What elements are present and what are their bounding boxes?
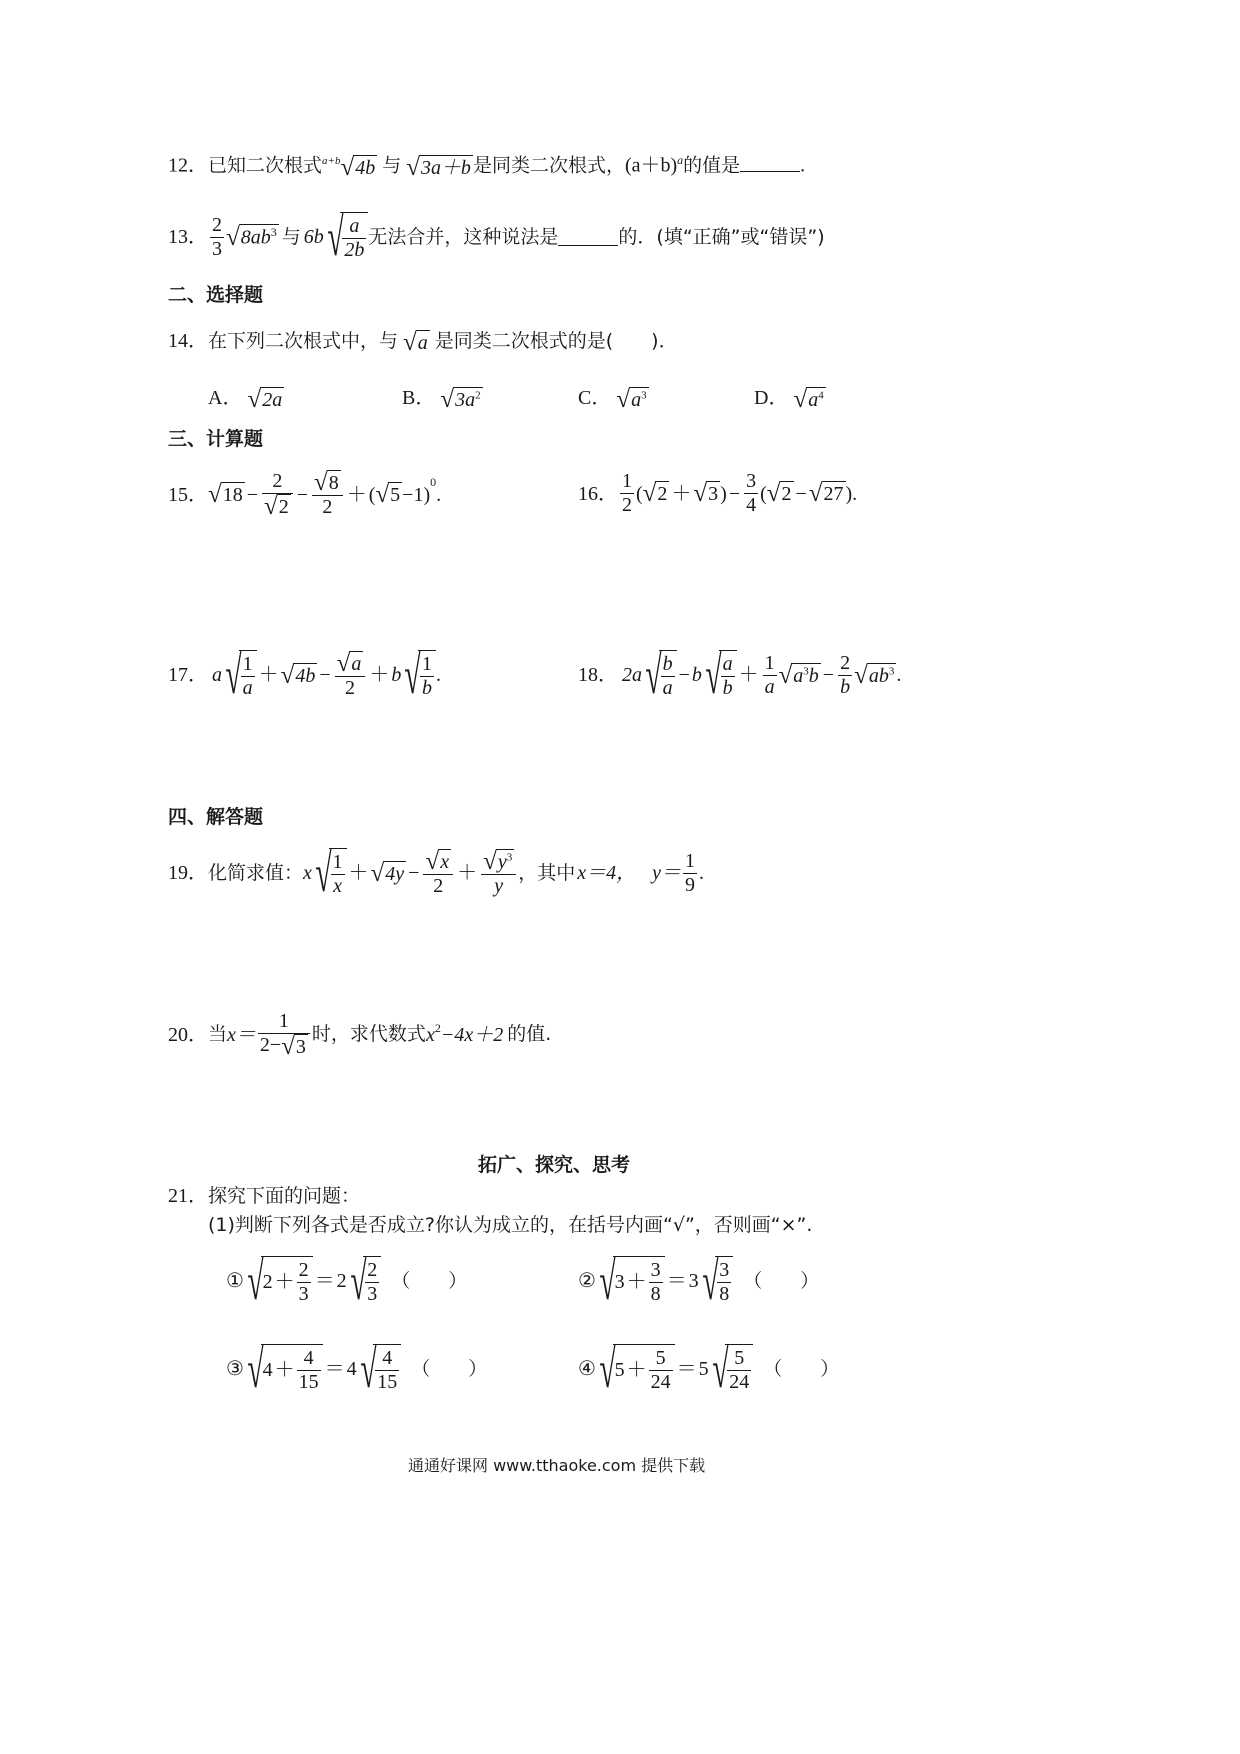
- q18-r2-den: b: [722, 677, 733, 699]
- q18-f1-den: a: [764, 675, 775, 698]
- q21-item-3-rnum: 4: [375, 1347, 399, 1371]
- q14-option-b[interactable]: [402, 387, 483, 412]
- q16-fraction-2: [744, 470, 758, 517]
- q14-text-2: 是同类二次根式的是( )．: [434, 330, 678, 353]
- q14-radical: √a: [403, 329, 428, 356]
- q19-radical-1x: √ $\frac{1}{x}$: [312, 846, 347, 900]
- q18-ab3-exp: 3: [888, 664, 895, 677]
- q21-item-1-fnum: 2: [298, 1259, 309, 1281]
- q19-fraction-2: $\frac{√y^3}{y}$: [481, 849, 516, 898]
- q17-fraction: $\frac{√a}{2}$: [335, 651, 366, 700]
- q16-fb-den: 4: [746, 494, 757, 516]
- q21-item-2-rnum: 3: [719, 1259, 730, 1281]
- q18-f2-den: b: [840, 675, 851, 698]
- q20-x-eq: x＝: [227, 1023, 256, 1046]
- q14-option-a-label: A．: [208, 387, 243, 410]
- q19-y-den: 9: [685, 873, 695, 896]
- q19-f2-exp: 3: [506, 850, 513, 863]
- question-20: [168, 1010, 551, 1059]
- q12-radical-2: √3a＋b: [406, 153, 471, 181]
- q16-radical-27: √27: [808, 480, 844, 507]
- q18-a3b-b: b: [808, 664, 819, 687]
- q21-item-4-fden: 24: [650, 1371, 671, 1393]
- question-12: [168, 154, 805, 180]
- q21-item-4-coef: 5: [698, 1358, 709, 1380]
- q18-coef-2a: 2a: [622, 664, 642, 686]
- q21-item-2-answer[interactable]: （ ）: [743, 1269, 820, 1292]
- question-17: 17． a √ $\frac{1}{a}$ ＋ √4b − $\frac{√a}{2}$ ＋ b √ $\frac{1}{b}$ .: [168, 645, 442, 705]
- q21-item-2-left: √ 3 ＋ $\frac{3}{8}$: [596, 1254, 665, 1308]
- q21-number: 21．: [168, 1185, 208, 1207]
- q19-coef-x: x: [303, 862, 312, 884]
- q15-f1-num: 2: [262, 470, 293, 494]
- q14-option-a-base: 2a: [262, 389, 283, 411]
- q21-item-2-n: 3: [614, 1271, 625, 1293]
- q18-f2-num: 2: [840, 651, 851, 674]
- q18-r1-num: b: [662, 653, 673, 675]
- q16-fraction-1: [620, 470, 634, 517]
- q12-answer-blank[interactable]: [740, 155, 800, 172]
- q15-number: 15．: [168, 483, 208, 506]
- q21-item-2: ② √ 3 ＋ $\frac{3}{8}$ ＝ 3 √ $\frac{3}{8}$ （ ）: [578, 1251, 820, 1311]
- q17-frac-den: 2: [345, 676, 356, 699]
- q19-r1-num: 1: [332, 851, 343, 873]
- section-heading-extend: 拓广、探究、思考: [478, 1154, 631, 1176]
- q14-option-d-base: a: [808, 389, 819, 411]
- question-21-title: [168, 1186, 360, 1206]
- q16-radicand-2a: 2: [657, 483, 668, 505]
- q13-mid: 与: [281, 225, 301, 248]
- q20-poly-x: x: [425, 1023, 435, 1046]
- q13-fraction: [210, 214, 224, 261]
- q21-item-3-n: 4: [262, 1359, 273, 1381]
- q19-f1-den: 2: [433, 874, 444, 897]
- q15-f2-num: 8: [328, 472, 339, 494]
- q14-option-b-label: B．: [402, 387, 436, 410]
- q13-answer-blank[interactable]: [558, 229, 618, 246]
- q13-radical-2: √ $\frac{a}{2b}$: [324, 210, 369, 264]
- q18-a3b-exp: 3: [803, 664, 809, 677]
- q21-item-1-mark: ①: [226, 1270, 244, 1292]
- question-15: 15． √18 − $\frac{2}{√2}$ − $\frac{√8}{2}$ ＋ ( √5 −1) $^0$ .: [168, 469, 442, 520]
- q12-exponent: a: [677, 153, 684, 167]
- q20-poly-exp: 2: [434, 1021, 441, 1035]
- q21-item-4: ④ √ 5 ＋ $\frac{5}{24}$ ＝ 5 √ $\frac{5}{24}$ （ ）: [578, 1339, 840, 1399]
- q16-fa-den: 2: [622, 494, 632, 516]
- q18-fraction-1: [763, 652, 777, 699]
- q15-radical-18: √18: [208, 481, 243, 508]
- q14-option-b-exp: 2: [475, 389, 481, 402]
- q16-end: ).: [845, 482, 858, 505]
- q21-item-4-mark: ④: [578, 1358, 596, 1380]
- q21-item-2-mark: ②: [578, 1270, 596, 1292]
- q18-radical-ab3: $√ab^3$: [854, 661, 895, 689]
- q13-rad-num: a: [349, 215, 360, 237]
- q14-option-b-radical: $√3a^2$: [440, 386, 481, 413]
- q18-r2-num: a: [722, 653, 733, 675]
- q21-item-2-fnum: 3: [650, 1259, 661, 1281]
- q14-option-d[interactable]: [754, 387, 826, 412]
- q21-item-1-right: √ $\frac{2}{3}$: [347, 1254, 382, 1308]
- question-19: 19． 化简求值： x √ $\frac{1}{x}$ ＋ √4y − $\frac{√x}{2}$ ＋ $\frac{√y^3}{y}$ ，其中 x＝4， y＝ $\frac{1}{9}$ .: [168, 843, 704, 903]
- q17-frac-num: a: [351, 652, 362, 675]
- q20-end: 的值.: [507, 1023, 552, 1045]
- q17-number: 17．: [168, 664, 208, 686]
- q14-option-b-base: 3a: [455, 389, 476, 411]
- q13-radicand-exp: 3: [270, 225, 277, 240]
- q15-minus-1: −: [246, 483, 259, 506]
- q21-item-4-answer[interactable]: （ ）: [763, 1357, 840, 1380]
- q19-radical-4y: √4y: [370, 859, 405, 887]
- q14-option-c[interactable]: [578, 387, 649, 412]
- q18-radical-a3b: $√a^3b$: [778, 661, 819, 689]
- q12-radicand-1: 4b: [355, 156, 376, 179]
- q17-radicand-4b: 4b: [295, 664, 316, 687]
- q12-mid: 与: [382, 154, 402, 177]
- q19-x-value: x＝4，: [577, 862, 637, 884]
- q12-end: .: [800, 154, 806, 177]
- q16-fb-num: 3: [746, 470, 757, 492]
- q18-ab3-base: ab: [868, 664, 889, 687]
- q21-item-4-right: √ $\frac{5}{24}$: [709, 1342, 754, 1396]
- q13-radical-1: $√8ab^3$: [226, 223, 277, 251]
- q19-number: 19．: [168, 862, 208, 884]
- q20-frac-den-r: 3: [295, 1036, 306, 1058]
- q13-number: 13．: [168, 226, 208, 248]
- q14-option-c-label: C．: [578, 387, 612, 410]
- q21-item-4-left: √ 5 ＋ $\frac{5}{24}$: [596, 1342, 675, 1396]
- q15-minus-2: −: [296, 483, 309, 506]
- q20-text: 时，求代数式: [311, 1023, 426, 1045]
- section-heading-answer: 四、解答题: [168, 806, 264, 828]
- q20-fraction: $\frac{1}{2-√3}$: [258, 1010, 310, 1059]
- q16-number: 16．: [578, 482, 618, 505]
- q16-radical-2a: √2: [642, 480, 668, 507]
- q19-text: ，其中: [518, 861, 576, 884]
- q15-f2-den: 2: [322, 496, 333, 518]
- q21-item-1-rnum: 2: [367, 1259, 378, 1281]
- q18-radical-ab: √ $\frac{a}{b}$: [702, 648, 737, 702]
- q13-frac-den: 3: [212, 237, 222, 260]
- page-footer: 通通好课网 www.tthaoke.com 提供下载: [408, 1456, 706, 1475]
- q19-end: .: [699, 862, 704, 884]
- q20-number: 20．: [168, 1023, 208, 1046]
- q19-y-num: 1: [685, 849, 695, 872]
- q21-item-2-fden: 8: [650, 1283, 661, 1305]
- q21-item-3-left: √ 4 ＋ $\frac{4}{15}$: [244, 1342, 323, 1396]
- q15-radicand-5: 5: [390, 484, 401, 506]
- q19-y-eq: y＝: [652, 862, 681, 884]
- q21-item-1-coef: 2: [336, 1270, 347, 1292]
- q20-poly-rest: −4x＋2: [440, 1023, 504, 1046]
- q18-radical-ba: √ $\frac{b}{a}$: [642, 648, 677, 702]
- q16-fa-num: 1: [622, 470, 632, 492]
- q12-text-3: 的值是: [683, 154, 741, 177]
- q15-f1-den: 2: [278, 496, 289, 518]
- q12-radical-1: √4b: [340, 153, 376, 181]
- q19-r1-den: x: [333, 875, 342, 897]
- q16-radicand-2b: 2: [781, 483, 792, 505]
- q21-item-3-answer[interactable]: （ ）: [411, 1357, 488, 1380]
- q12-radicand-2: 3a＋b: [420, 156, 471, 179]
- q21-item-4-rden: 24: [729, 1371, 750, 1393]
- q20-frac-den-a: 2−: [259, 1034, 282, 1057]
- q14-radicand: a: [417, 332, 428, 354]
- q18-coef-b: b: [691, 664, 702, 686]
- question-13: [168, 207, 825, 267]
- question-16: 16． $\frac{1}{2}$ ( √2 ＋ √3 ) − $\frac{3}{4}$ ( √2 − √27 ).: [578, 470, 858, 516]
- q18-fraction-2: [838, 652, 852, 699]
- q18-number: 18．: [578, 664, 618, 686]
- q16-radicand-27: 27: [823, 483, 844, 505]
- q21-item-1-left: √ 2 ＋ $\frac{2}{3}$: [244, 1254, 313, 1308]
- q21-item-3-coef: 4: [346, 1358, 357, 1380]
- section-heading-calc: 三、计算题: [168, 428, 264, 450]
- q16-radicand-3: 3: [708, 483, 719, 505]
- q13-end: 的．(填“正确”或“错误”): [618, 225, 825, 248]
- q17-radical-1a: √ $\frac{1}{a}$: [222, 648, 257, 702]
- q13-rad-den: 2b: [344, 239, 365, 261]
- q18-a3b-base: a: [793, 664, 804, 687]
- q21-item-3-rden: 15: [377, 1371, 398, 1393]
- q19-f2-num: y: [497, 850, 507, 873]
- q19-label: 化简求值：: [208, 861, 304, 884]
- q21-item-1-fden: 3: [298, 1283, 309, 1305]
- q17-coef-b: b: [391, 664, 402, 686]
- question-18: 18． 2a √ $\frac{b}{a}$ − b √ $\frac{a}{b}$ ＋ $\frac{1}{a}$ $√a^3b$ − $\frac{2}{b}$ $√ab^3$ .: [578, 645, 902, 705]
- q14-option-a-radical: √2a: [247, 386, 283, 413]
- q15-exponent: 0: [430, 475, 437, 489]
- q21-item-3-fden: 15: [298, 1371, 319, 1393]
- q17-coef-a: a: [212, 664, 222, 686]
- q20-pre: 当: [208, 1023, 228, 1045]
- q21-title-text: 探究下面的问题：: [208, 1185, 361, 1207]
- q19-y-fraction: [683, 850, 697, 897]
- q21-item-2-rden: 8: [719, 1283, 730, 1305]
- q21-item-4-rnum: 5: [727, 1347, 751, 1371]
- q21-item-3: ③ √ 4 ＋ $\frac{4}{15}$ ＝ 4 √ $\frac{4}{15}$ （ ）: [226, 1339, 488, 1399]
- q15-fraction-2: $\frac{√8}{2}$: [312, 470, 343, 519]
- q16-radical-2b: √2: [766, 480, 792, 507]
- q14-option-d-exp: 4: [818, 389, 824, 402]
- q15-fraction-1: $\frac{2}{√2}$: [262, 470, 293, 519]
- q21-item-1-rden: 3: [367, 1283, 378, 1305]
- q14-text-1: 在下列二次根式中，与: [208, 330, 399, 353]
- q21-item-2-right: √ $\frac{3}{8}$: [699, 1254, 734, 1308]
- q17-r1-num: 1: [242, 653, 253, 675]
- q21-item-3-fnum: 4: [297, 1347, 321, 1371]
- q13-radicand-1: 8ab: [240, 226, 271, 249]
- q14-number: 14．: [168, 330, 208, 353]
- q12-expression: (a＋b): [624, 154, 678, 177]
- q19-fraction-1: $\frac{√x}{2}$: [423, 849, 453, 898]
- q15-radical-5: √5: [375, 481, 401, 508]
- q20-frac-num: 1: [258, 1010, 310, 1034]
- q15-end: .: [436, 483, 442, 506]
- q17-r2-den: b: [422, 677, 433, 699]
- q15-tail: −1): [402, 483, 431, 506]
- q19-f2-den: y: [494, 874, 504, 897]
- q18-end: .: [896, 664, 902, 686]
- q19-radicand-4y: 4y: [385, 862, 405, 885]
- q18-r1-den: a: [662, 677, 673, 699]
- q21-item-1-n: 2: [262, 1271, 273, 1293]
- q14-option-a[interactable]: [208, 387, 284, 412]
- q21-part-1: (1)判断下列各式是否成立?你认为成立的，在括号内画“√”，否则画“×”.: [208, 1214, 813, 1236]
- q12-text-2: 是同类二次根式，: [472, 154, 625, 177]
- q17-r2-num: 1: [422, 653, 433, 675]
- q12-number: 12．: [168, 154, 208, 177]
- q14-option-c-radical: $√a^3$: [616, 386, 647, 413]
- q12-text-1: 已知二次根式: [208, 154, 323, 177]
- section-heading-choice: 二、选择题: [168, 284, 264, 306]
- q21-item-3-mark: ③: [226, 1358, 244, 1380]
- q13-coefficient: 6b: [303, 226, 324, 248]
- q13-frac-num: 2: [212, 213, 222, 236]
- q21-item-1-answer[interactable]: （ ）: [391, 1269, 468, 1292]
- q17-r1-den: a: [242, 677, 253, 699]
- question-14: [168, 330, 678, 355]
- q21-item-4-fnum: 5: [649, 1347, 673, 1371]
- q14-option-d-radical: $√a^4$: [793, 386, 824, 413]
- q21-item-1: ① √ 2 ＋ $\frac{2}{3}$ ＝ 2 √ $\frac{2}{3}$ （ ）: [226, 1251, 468, 1311]
- q15-radicand-18: 18: [222, 484, 243, 506]
- q17-radical-4b: √4b: [280, 661, 316, 689]
- q14-option-d-label: D．: [754, 387, 789, 410]
- q15-plus: ＋: [346, 483, 367, 506]
- q12-root-index: a+b: [322, 155, 341, 167]
- q18-f1-num: 1: [764, 651, 775, 674]
- q14-option-c-base: a: [631, 389, 642, 411]
- q17-end: .: [436, 664, 442, 686]
- q21-item-2-coef: 3: [688, 1270, 699, 1292]
- q17-radical-1b: √ $\frac{1}{b}$: [401, 648, 436, 702]
- q13-text: 无法合并，这种说法是: [368, 225, 559, 248]
- q19-f1-num: x: [440, 850, 450, 873]
- q21-item-4-n: 5: [614, 1359, 625, 1381]
- q16-radical-3: √3: [693, 480, 719, 507]
- q21-item-3-right: √ $\frac{4}{15}$: [357, 1342, 402, 1396]
- q14-option-c-exp: 3: [641, 389, 647, 402]
